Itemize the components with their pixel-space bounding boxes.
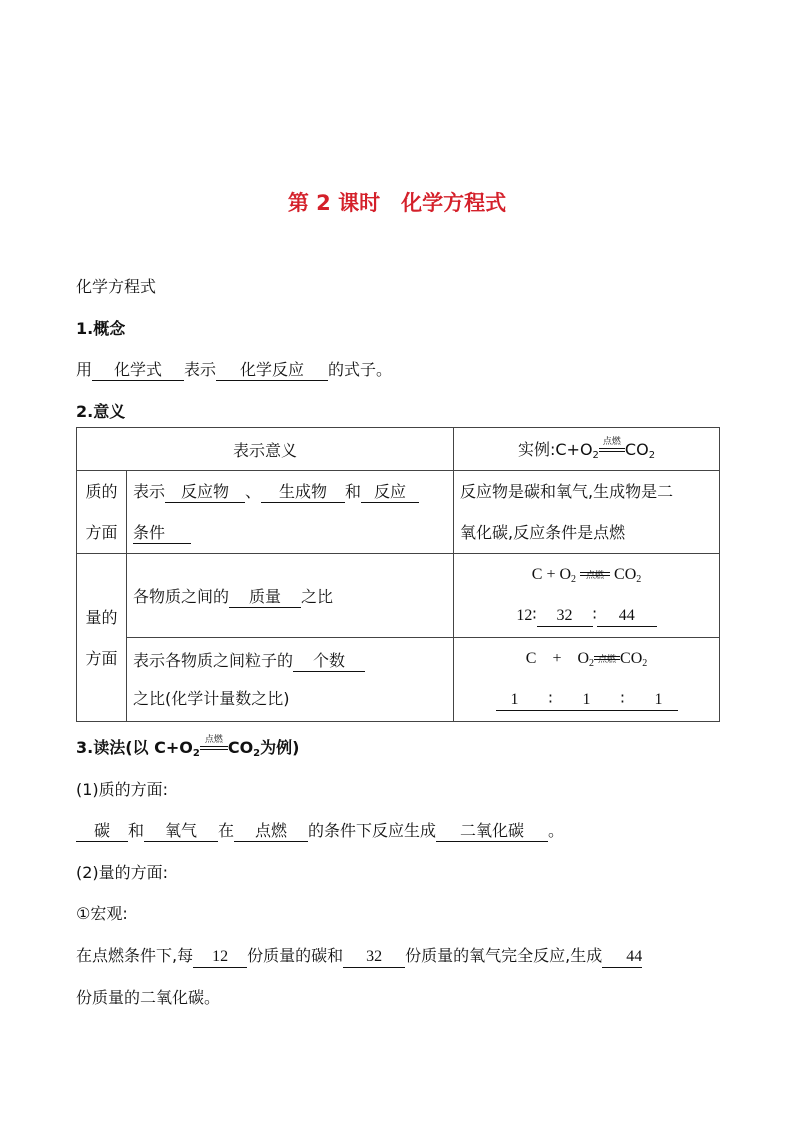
concept-line: 用 化学式 表示 化学反应 的式子。 xyxy=(76,360,393,379)
meaning-table xyxy=(76,427,720,722)
row-label-quality: 质的 方面 xyxy=(77,471,127,554)
mass-description: 各物质之间的 质量 之比 xyxy=(127,554,454,638)
reaction-arrow: 点燃 xyxy=(599,446,625,456)
table-row-quality xyxy=(77,471,720,554)
header-example: 实例$:C+O_2$ 点燃 $CO_2$ xyxy=(454,428,720,471)
page-title: 第 2 课时 化学方程式 xyxy=(287,191,507,215)
section-heading: 化学方程式 xyxy=(76,277,157,296)
macro-heading: ①宏观: xyxy=(76,904,128,923)
quality-reading-heading: (1)质的方面: xyxy=(76,780,169,799)
header-meaning: 表示意义 xyxy=(77,428,454,471)
quality-description: 表示 反应物 、 生成物 和 反应 条件 xyxy=(127,471,454,554)
particle-description: 表示各物质之间粒子的 个数 之比(化学计量数之比) xyxy=(127,638,454,722)
quality-reading-line: 碳 和 氧气 在 点燃 的条件下反应生成 二氧化碳 。 xyxy=(76,818,564,842)
table-row-particle xyxy=(77,638,720,722)
table-row-mass xyxy=(77,554,720,638)
mass-example: $C + O_2$ 点燃 $CO_2$ 12∶ 32 ∶ 44 xyxy=(454,554,720,638)
macro-line-2: 份质量的二氧化碳。 xyxy=(76,988,221,1007)
quantity-reading-heading: (2)量的方面: xyxy=(76,863,169,882)
table-header-row xyxy=(77,428,720,471)
quality-example: 反应物是碳和氧气,生成物是二 氧化碳,反应条件是点燃 xyxy=(454,471,720,554)
row-label-quantity: 量的 方面 xyxy=(77,554,127,722)
blank-chemical-formula: 化学式 xyxy=(92,360,184,381)
meaning-heading: 2.意义 xyxy=(76,402,126,421)
particle-example: C + $O_2$ 点燃 $CO_2$ 1 ∶ 1 ∶ 1 xyxy=(454,638,720,722)
concept-heading: 1.概念 xyxy=(76,319,126,338)
blank-chemical-reaction: 化学反应 xyxy=(216,360,328,381)
macro-line: 在点燃条件下,每 12 份质量的碳和 32 份质量的氧气完全反应,生成 44 xyxy=(76,943,642,968)
reading-heading: 3.读法(以 $C+O_2$ 点燃 $CO_2$为例) xyxy=(76,734,300,759)
